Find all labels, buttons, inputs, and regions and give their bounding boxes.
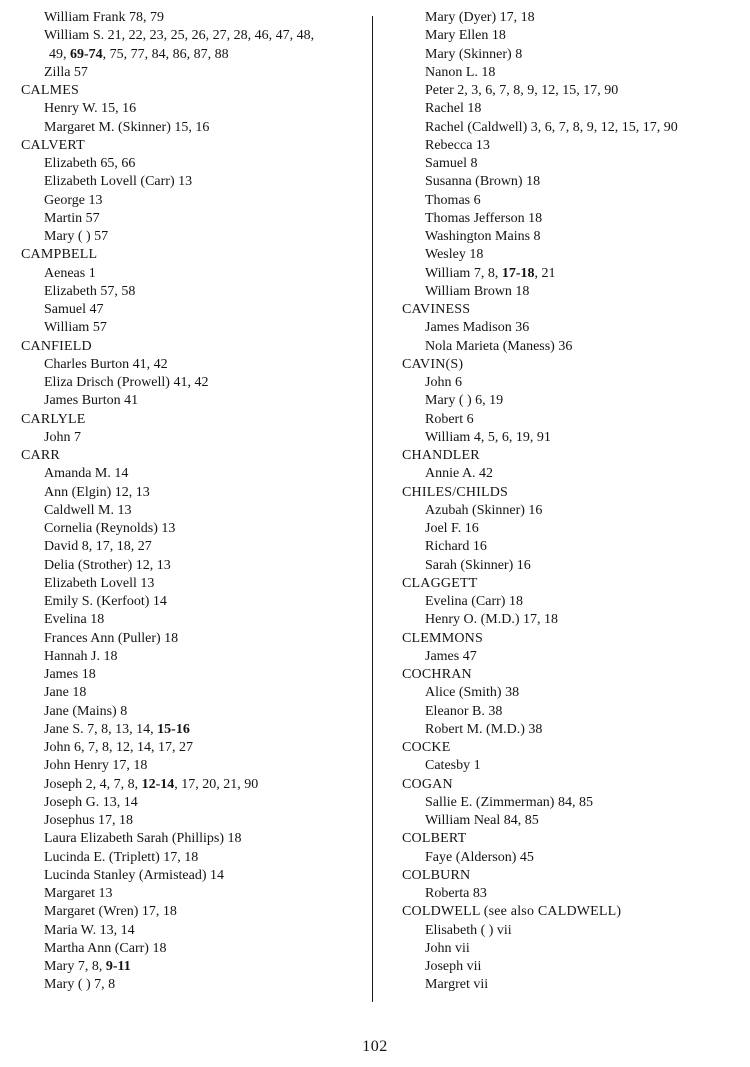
entry-text: Josephus 17, 18	[44, 813, 134, 828]
index-entry	[20, 903, 370, 921]
index-entry	[20, 812, 370, 830]
entry-text: Delia (Strother) 12, 13	[44, 557, 171, 573]
index-entry	[20, 192, 370, 210]
surname-heading	[401, 903, 746, 921]
entry-text: William Brown 18	[425, 283, 530, 299]
entry-text: Ann (Elgin) 12, 13	[44, 484, 150, 500]
index-entry	[20, 319, 370, 337]
surname-heading	[401, 739, 746, 757]
entry-text: CHILES/CHILDS	[402, 484, 509, 500]
index-entry	[401, 958, 746, 976]
entry-text: Caldwell M. 13	[44, 502, 132, 518]
entry-text: Joseph G. 13, 14	[44, 794, 138, 810]
entry-text: Nola Marieta (Maness) 36	[425, 338, 573, 354]
surname-heading	[401, 484, 746, 502]
index-entry	[401, 265, 746, 283]
entry-text: William 4, 5, 6, 19, 91	[425, 429, 551, 445]
index-entry	[20, 465, 370, 483]
index-entry	[401, 411, 746, 429]
index-entry	[401, 538, 746, 556]
column-divider	[372, 16, 373, 1002]
entry-text: Cornelia (Reynolds) 13	[44, 521, 176, 536]
entry-text: CANFIELD	[21, 338, 92, 354]
entry-text: Jane (Mains) 8	[44, 703, 128, 719]
entry-text: James 18	[44, 667, 96, 682]
entry-text: Sallie E. (Zimmerman) 84, 85	[425, 794, 593, 810]
entry-text: Rachel 18	[425, 101, 482, 117]
index-entry	[20, 666, 370, 684]
entry-text: , 21	[534, 265, 556, 281]
page-number: 102	[362, 1038, 388, 1055]
index-entry	[401, 119, 746, 137]
entry-text: Mary (Skinner) 8	[425, 46, 523, 62]
entry-text: Elizabeth 65, 66	[44, 156, 136, 171]
entry-text: COCHRAN	[402, 667, 472, 682]
page-reference-bold: 12-14	[141, 776, 175, 792]
entry-text: Jane S. 7, 8, 13, 14,	[44, 721, 158, 737]
index-entry	[401, 557, 746, 575]
index-entry-continuation	[20, 46, 370, 64]
index-entry	[20, 721, 370, 739]
entry-text: Peter 2, 3, 6, 7, 8, 9, 12, 15, 17, 90	[425, 83, 619, 98]
entry-text: John vii	[425, 940, 470, 956]
page-reference-bold: 17-18	[501, 265, 535, 281]
index-entry	[20, 794, 370, 812]
index-entry	[20, 27, 370, 45]
entry-text: CHANDLER	[402, 448, 480, 463]
index-entry	[20, 958, 370, 976]
index-entry	[401, 885, 746, 903]
entry-text: CARR	[21, 448, 60, 463]
entry-text: Richard 16	[425, 539, 487, 555]
surname-heading	[401, 575, 746, 593]
index-entry	[20, 210, 370, 228]
entry-text: William Frank 78, 79	[44, 10, 164, 25]
surname-heading	[401, 830, 746, 848]
entry-text: , 75, 77, 84, 86, 87, 88	[102, 46, 229, 62]
entry-text: Robert 6	[425, 411, 474, 427]
page-reference-bold: 15-16	[157, 721, 190, 737]
index-entry	[401, 246, 746, 264]
entry-text: John Henry 17, 18	[44, 758, 148, 774]
entry-text: Henry O. (M.D.) 17, 18	[425, 612, 558, 628]
entry-text: Nanon L. 18	[425, 64, 496, 80]
index-entry	[20, 684, 370, 702]
index-entry	[20, 648, 370, 666]
index-entry	[20, 155, 370, 173]
surname-heading	[20, 82, 370, 100]
entry-text: Mary Ellen 18	[425, 28, 506, 44]
entry-text: Samuel 47	[44, 302, 104, 317]
index-entry	[20, 100, 370, 118]
index-entry	[401, 465, 746, 483]
surname-heading	[20, 411, 370, 429]
index-entry	[20, 374, 370, 392]
entry-text: CLEMMONS	[402, 630, 483, 646]
entry-text: William 57	[44, 320, 107, 336]
entry-text: Sarah (Skinner) 16	[425, 557, 531, 573]
index-entry	[20, 173, 370, 191]
entry-text: Mary ( ) 6, 19	[425, 393, 504, 409]
index-entry	[401, 192, 746, 210]
entry-text: CALVERT	[21, 137, 85, 153]
entry-text: James Burton 41	[44, 393, 139, 409]
entry-text: William S. 21, 22, 23, 25, 26, 27, 28, 46, 47, 48,	[44, 28, 315, 44]
entry-text: Mary ( ) 57	[44, 229, 109, 244]
index-entry	[20, 356, 370, 374]
entry-text: Lucinda E. (Triplett) 17, 18	[44, 849, 199, 865]
index-entry	[401, 520, 746, 538]
index-entry	[20, 611, 370, 629]
surname-heading	[401, 666, 746, 684]
index-entry	[401, 812, 746, 830]
surname-heading	[401, 447, 746, 465]
surname-heading	[401, 356, 746, 374]
page-reference-bold: 9-11	[105, 959, 131, 974]
surname-heading	[401, 776, 746, 794]
entry-text: , 17, 20, 21, 90	[174, 776, 259, 792]
entry-text: Margaret (Wren) 17, 18	[44, 904, 177, 920]
entry-text: Faye (Alderson) 45	[425, 849, 534, 865]
index-entry	[401, 283, 746, 301]
entry-text: John 7	[44, 429, 81, 445]
entry-text: Susanna (Brown) 18	[425, 174, 541, 190]
entry-text: Thomas 6	[425, 192, 481, 208]
entry-text: Alice (Smith) 38	[425, 685, 520, 701]
entry-text: Amanda M. 14	[44, 466, 129, 482]
entry-text: COCKE	[402, 740, 451, 755]
index-entry	[401, 757, 746, 775]
entry-text: Wesley 18	[425, 247, 484, 263]
index-entry	[401, 429, 746, 447]
index-entry	[401, 228, 746, 246]
index-entry	[20, 885, 370, 903]
entry-text: CAMPBELL	[21, 247, 98, 263]
entry-text: CAVIN(S)	[402, 356, 464, 372]
index-entry	[401, 46, 746, 64]
index-entry	[401, 392, 746, 410]
entry-text: COLBURN	[402, 867, 471, 883]
entry-text: Thomas Jefferson 18	[425, 210, 543, 226]
index-entry	[20, 703, 370, 721]
entry-text: Frances Ann (Puller) 18	[44, 630, 179, 646]
entry-text: Evelina (Carr) 18	[425, 594, 523, 609]
entry-text: 49,	[49, 46, 70, 62]
page-reference-bold: 69-74	[70, 46, 103, 62]
entry-text: CLAGGETT	[402, 575, 478, 591]
surname-heading	[20, 246, 370, 264]
index-entry	[20, 64, 370, 82]
entry-text: Jane 18	[44, 685, 87, 701]
entry-text: Zilla 57	[44, 64, 88, 80]
entry-text: James Madison 36	[425, 320, 530, 336]
index-entry	[401, 374, 746, 392]
index-entry	[401, 593, 746, 611]
entry-text: William 7, 8,	[425, 265, 502, 281]
entry-text: Lucinda Stanley (Armistead) 14	[44, 867, 225, 883]
surname-heading	[401, 630, 746, 648]
entry-text: Samuel 8	[425, 156, 478, 171]
entry-text: David 8, 17, 18, 27	[44, 539, 152, 555]
index-entry	[20, 301, 370, 319]
entry-text: Elizabeth 57, 58	[44, 283, 136, 299]
entry-text: Eliza Drisch (Prowell) 41, 42	[44, 375, 209, 390]
index-entry	[401, 173, 746, 191]
entry-text: Azubah (Skinner) 16	[425, 502, 543, 518]
index-entry	[401, 210, 746, 228]
entry-text: Aeneas 1	[44, 265, 96, 281]
entry-text: Hannah J. 18	[44, 648, 118, 664]
index-entry	[401, 684, 746, 702]
index-entry	[401, 940, 746, 958]
entry-text: Martin 57	[44, 210, 100, 226]
index-entry	[20, 119, 370, 137]
entry-text: Elizabeth Lovell 13	[44, 575, 155, 591]
entry-text: Roberta 83	[425, 886, 487, 901]
entry-text: Joel F. 16	[425, 521, 479, 536]
entry-text: Mary 7, 8,	[44, 959, 106, 974]
entry-text: Mary ( ) 7, 8	[44, 977, 116, 993]
index-entry	[401, 721, 746, 739]
entry-text: Joseph 2, 4, 7, 8,	[44, 776, 142, 792]
entry-text: Emily S. (Kerfoot) 14	[44, 594, 167, 609]
index-entry	[20, 867, 370, 885]
index-entry	[20, 593, 370, 611]
index-entry	[401, 648, 746, 666]
index-entry	[20, 922, 370, 940]
entry-text: Rebecca 13	[425, 137, 490, 153]
index-entry	[20, 976, 370, 994]
surname-heading	[401, 867, 746, 885]
entry-text: Margaret M. (Skinner) 15, 16	[44, 119, 210, 135]
entry-text: Elisabeth ( ) vii	[425, 922, 512, 938]
index-entry	[401, 976, 746, 994]
entry-text: COLBERT	[402, 831, 467, 847]
index-entry	[20, 283, 370, 301]
index-entry	[20, 429, 370, 447]
index-entry	[20, 739, 370, 757]
index-entry	[401, 27, 746, 45]
entry-text: Evelina 18	[44, 612, 105, 628]
surname-heading	[20, 137, 370, 155]
index-entry	[20, 575, 370, 593]
entry-text: James 47	[425, 648, 477, 664]
entry-text: COLDWELL (see also CALDWELL)	[402, 904, 622, 920]
index-entry	[401, 338, 746, 356]
index-entry	[401, 703, 746, 721]
entry-text: Charles Burton 41, 42	[44, 356, 168, 372]
index-entry	[401, 794, 746, 812]
entry-text: Annie A. 42	[425, 466, 494, 482]
entry-text: Eleanor B. 38	[425, 703, 503, 719]
index-entry	[20, 9, 370, 27]
index-entry	[20, 228, 370, 246]
index-entry	[401, 100, 746, 118]
entry-text: Elizabeth Lovell (Carr) 13	[44, 174, 193, 190]
entry-text: Robert M. (M.D.) 38	[425, 721, 543, 737]
surname-heading	[20, 447, 370, 465]
index-entry	[20, 538, 370, 556]
index-entry	[20, 830, 370, 848]
entry-text: Catesby 1	[425, 758, 481, 774]
entry-text: Mary (Dyer) 17, 18	[425, 10, 535, 25]
index-entry	[401, 64, 746, 82]
entry-text: William Neal 84, 85	[425, 813, 539, 828]
entry-text: John 6	[425, 375, 462, 390]
entry-text: CARLYLE	[21, 411, 86, 427]
index-entry	[20, 757, 370, 775]
entry-text: George 13	[44, 192, 103, 208]
index-entry	[20, 502, 370, 520]
index-entry	[20, 484, 370, 502]
entry-text: Maria W. 13, 14	[44, 922, 135, 938]
entry-text: COGAN	[402, 776, 453, 792]
index-column-left	[20, 9, 370, 995]
index-entry	[20, 849, 370, 867]
index-entry	[401, 9, 746, 27]
index-column-right	[401, 9, 746, 995]
surname-heading	[20, 338, 370, 356]
entry-text: Laura Elizabeth Sarah (Phillips) 18	[44, 831, 242, 847]
entry-text: Margret vii	[425, 977, 489, 993]
surname-heading	[401, 301, 746, 319]
entry-text: Rachel (Caldwell) 3, 6, 7, 8, 9, 12, 15, 17, 90	[425, 119, 678, 135]
entry-text: Washington Mains 8	[425, 229, 541, 244]
index-entry	[20, 776, 370, 794]
index-entry	[20, 940, 370, 958]
entry-text: Henry W. 15, 16	[44, 101, 137, 117]
entry-text: Joseph vii	[425, 959, 482, 974]
index-entry	[401, 611, 746, 629]
index-entry	[20, 557, 370, 575]
index-entry	[20, 265, 370, 283]
entry-text: CALMES	[21, 83, 79, 98]
entry-text: CAVINESS	[402, 302, 471, 317]
index-entry	[20, 392, 370, 410]
entry-text: John 6, 7, 8, 12, 14, 17, 27	[44, 740, 193, 755]
index-entry	[20, 520, 370, 538]
index-entry	[401, 502, 746, 520]
entry-text: Margaret 13	[44, 886, 113, 901]
index-entry	[20, 630, 370, 648]
index-entry	[401, 137, 746, 155]
index-entry	[401, 155, 746, 173]
index-entry	[401, 849, 746, 867]
index-entry	[401, 319, 746, 337]
entry-text: Martha Ann (Carr) 18	[44, 940, 167, 956]
index-entry	[401, 922, 746, 940]
index-entry	[401, 82, 746, 100]
